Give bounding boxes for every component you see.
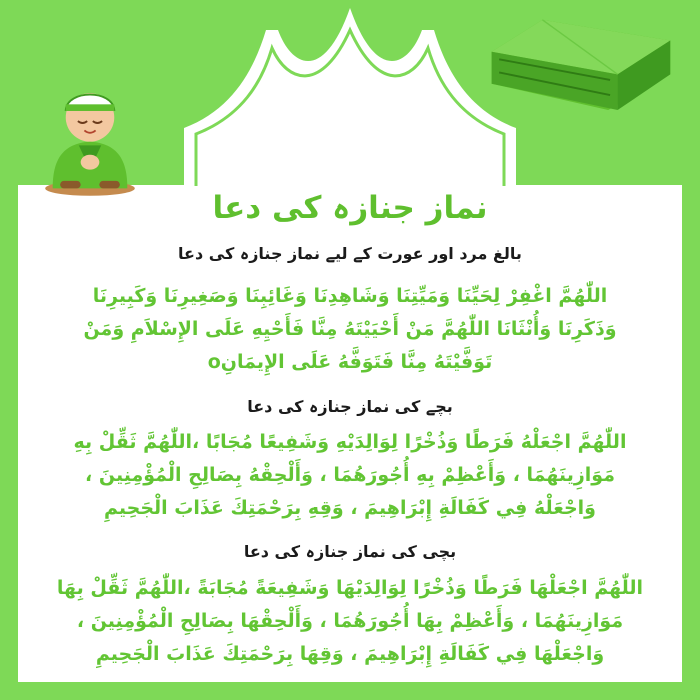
- page-title: نماز جنازہ کی دعا: [212, 190, 488, 226]
- section-heading-girl: بچی کی نماز جنازہ کی دعا: [243, 542, 457, 561]
- dua-girl: [18, 572, 682, 671]
- dua-line: اللّٰهُمَّ اغْفِرْ لِحَيِّنَا وَمَيِّتِنَا وَشَاهِدِنَا وَغَائِبِنَا وَصَغِيرِنَا وَكَبِيرِنَا: [92, 285, 608, 307]
- dua-line: اللّٰهُمَّ اجْعَلْهُ فَرَطًا وَذُخْرًا لِوَالِدَيْهِ وَشَفِيعًا مُجَابًا ،اللّٰهُمَّ ثَقِّلْ بِهِ: [73, 431, 627, 453]
- dua-line: وَاجْعَلْهُ فِي كَفَالَةِ إِبْرَاهِيمَ ، وَقِهِ بِرَحْمَتِكَ عَذَابَ الْجَحِيمِ: [104, 497, 596, 519]
- dua-line: وَاجْعَلْهَا فِي كَفَالَةِ إِبْرَاهِيمَ ، وَقِهَا بِرَحْمَتِكَ عَذَابَ الْجَحِيمِ: [95, 643, 605, 665]
- dua-line: مَوَازِينَهُمَا ، وَأَعْظِمْ بِهِ أُجُورَهُمَا ، وَأَلْحِقْهُ بِصَالِحِ الْمُؤْمِنِينَ ،: [85, 464, 615, 486]
- dua-adult: [18, 280, 682, 379]
- dua-line: تَوَفَّيْتَهُ مِنَّا فَتَوَفَّهُ عَلَى الإِيمَانِo: [207, 351, 493, 373]
- dua-line: وَذَكَرِنَا وَأُنْثَانَا اللّٰهُمَّ مَنْ أَحْيَيْتَهُ مِنَّا فَأَحْيِهِ عَلَى الإِسْلاَمِ وَمَنْ: [83, 318, 617, 340]
- coffin-illustration: [486, 12, 674, 116]
- dua-line: مَوَازِينَهُمَا ، وَأَعْظِمْ بِهَا أُجُورَهُمَا ، وَأَلْحِقْهَا بِصَالِحِ الْمُؤْمِنِينَ ،: [76, 610, 624, 632]
- section-heading-adult: بالغ مرد اور عورت کے لیے نماز جنازہ کی دعا: [178, 244, 522, 263]
- dua-boy: [18, 426, 682, 525]
- dua-line: اللّٰهُمَّ اجْعَلْهَا فَرَطًا وَذُخْرًا لِوَالِدَيْهَا وَشَفِيعَةً مُجَابَةً ،اللّٰهُمَّ ثَقِّلْ بِهَا: [56, 577, 644, 599]
- praying-boy-illustration: [34, 76, 146, 198]
- section-heading-boy: بچے کی نماز جنازہ کی دعا: [247, 397, 453, 416]
